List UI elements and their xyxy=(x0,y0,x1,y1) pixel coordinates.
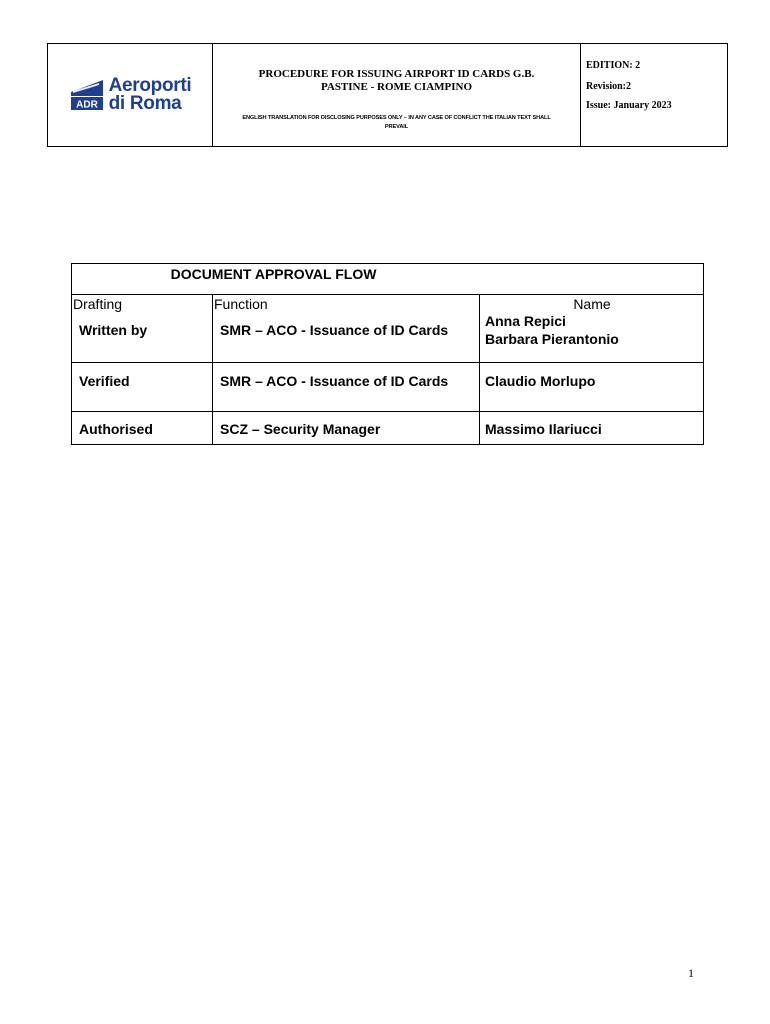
note-line-2: PREVAIL xyxy=(384,124,409,130)
aeroporti-di-roma-logo xyxy=(69,77,192,113)
logo-line-1: Aeroporti xyxy=(108,75,192,96)
row-written-by-name-1: Anna Repici xyxy=(485,313,566,329)
row-authorised-name: Massimo Ilariucci xyxy=(485,421,602,437)
column-header-drafting: Drafting xyxy=(73,296,123,312)
column-header-name: Name xyxy=(573,296,611,312)
row-written-by-function: SMR – ACO - Issuance of ID Cards xyxy=(220,322,449,338)
row-verified-role: Verified xyxy=(79,373,130,389)
translation-note xyxy=(213,114,580,132)
row-written-by-name-2: Barbara Pierantonio xyxy=(485,331,619,347)
row-written-by-role: Written by xyxy=(79,322,148,338)
edition-label: EDITION: 2 xyxy=(586,60,641,71)
issue-label: Issue: January 2023 xyxy=(586,100,672,111)
column-header-function: Function xyxy=(214,296,268,312)
logo-cell xyxy=(48,44,213,146)
row-authorised-function: SCZ – Security Manager xyxy=(220,421,381,437)
svg-text:ADR: ADR xyxy=(75,99,98,111)
page-number: 1 xyxy=(688,966,694,980)
title-cell xyxy=(213,44,581,146)
row-verified-name: Claudio Morlupo xyxy=(485,373,596,389)
approval-flow-table xyxy=(71,263,704,445)
document-title xyxy=(213,68,580,94)
row-divider xyxy=(72,294,703,295)
adr-badge-icon xyxy=(69,78,105,112)
row-divider xyxy=(72,362,703,363)
edition-cell xyxy=(581,44,727,146)
column-divider xyxy=(479,294,480,444)
row-divider xyxy=(72,411,703,412)
note-line-1: ENGLISH TRANSLATION FOR DISCLOSING PURPOSES ONLY – IN ANY CASE OF CONFLICT THE ITALIAN TEXT SHALL xyxy=(242,115,551,121)
title-line-2: PASTINE - ROME CIAMPINO xyxy=(320,81,473,93)
column-divider xyxy=(212,294,213,444)
document-header xyxy=(47,43,728,147)
logo-line-2: di Roma xyxy=(108,93,182,114)
revision-label: Revision:2 xyxy=(586,81,631,92)
row-authorised-role: Authorised xyxy=(79,421,153,437)
title-line-1: PROCEDURE FOR ISSUING AIRPORT ID CARDS G.B. xyxy=(258,68,535,80)
row-verified-function: SMR – ACO - Issuance of ID Cards xyxy=(220,373,449,389)
approval-title: DOCUMENT APPROVAL FLOW xyxy=(170,266,377,282)
